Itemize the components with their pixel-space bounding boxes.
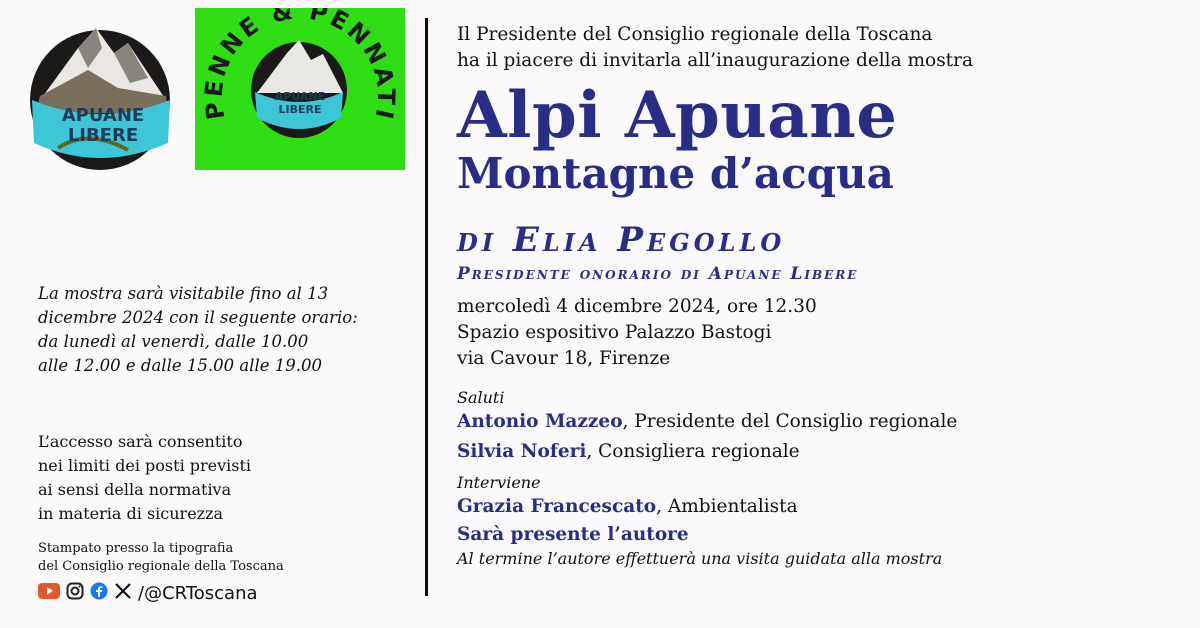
apuane-libere-text-line1: APUANE	[61, 105, 145, 126]
author-present: Sarà presente l’autore	[457, 524, 689, 545]
x-icon[interactable]	[114, 582, 132, 605]
speaker-role: , Ambientalista	[656, 496, 798, 517]
access-info-line: in materia di sicurezza	[38, 504, 224, 523]
event-date-time: mercoledì 4 dicembre 2024, ore 12.30	[457, 296, 817, 317]
vertical-divider	[425, 18, 428, 596]
closing-note: Al termine l’autore effettuerà una visita guidata alla mostra	[457, 549, 943, 568]
apuane-libere-logo-graphic	[18, 8, 188, 178]
visit-info-line: alle 12.00 e dalle 15.00 alle 19.00	[38, 356, 322, 375]
access-info-line: L’accesso sarà consentito	[38, 432, 243, 451]
greetings-label: Saluti	[457, 388, 505, 407]
speaker-role: , Presidente del Consiglio regionale	[622, 411, 958, 432]
exhibition-subtitle: Montagne d’acqua	[457, 149, 894, 198]
speaker-greeting	[457, 407, 1177, 437]
penne-pennati-arc-text: PENNE & PENNATI	[199, 8, 401, 125]
author-role: Presidente onorario di Apuane Libere	[457, 264, 859, 284]
apuane-libere-text-line2: LIBERE	[67, 125, 139, 146]
speaker-name: Silvia Noferi	[457, 441, 587, 462]
exhibition-title: Alpi Apuane	[457, 78, 898, 153]
visit-info-line: da lunedì al venerdì, dalle 10.00	[38, 332, 309, 351]
event-address: via Cavour 18, Firenze	[457, 348, 671, 369]
event-venue: Spazio espositivo Palazzo Bastogi	[457, 322, 772, 343]
speaker-greeting	[457, 437, 1177, 467]
invitation-body	[457, 22, 1177, 568]
printed-by-line: del Consiglio regionale della Toscana	[38, 559, 284, 574]
social-links	[38, 582, 258, 604]
social-handle[interactable]: /@CRToscana	[138, 582, 258, 604]
instagram-icon[interactable]	[66, 582, 84, 605]
penne-pennati-logo-graphic	[195, 8, 405, 170]
access-info-line: nei limiti dei posti previsti	[38, 456, 252, 475]
speaker-name: Antonio Mazzeo	[457, 411, 623, 432]
penne-pennati-inner-line2: LIBERE	[278, 103, 322, 116]
speaker-intervenes	[457, 492, 1177, 522]
intro-line-1: Il Presidente del Consiglio regionale della Toscana	[457, 24, 933, 45]
visit-info-line: dicembre 2024 con il seguente orario:	[38, 308, 358, 327]
speaker-name: Grazia Francescato	[457, 496, 657, 517]
facebook-icon[interactable]	[90, 582, 108, 605]
intervenes-label: Interviene	[457, 473, 541, 492]
apuane-libere-logo	[18, 8, 188, 178]
visit-info	[38, 282, 358, 378]
exhibition-author: di Elia Pegollo	[457, 220, 786, 260]
penne-pennati-logo	[195, 8, 405, 170]
access-info	[38, 430, 251, 526]
access-info-line: ai sensi della normativa	[38, 480, 232, 499]
printed-by-line: Stampato presso la tipografia	[38, 541, 234, 556]
visit-info-line: La mostra sarà visitabile fino al 13	[38, 284, 329, 303]
printed-by	[38, 540, 284, 576]
speaker-role: , Consigliera regionale	[586, 441, 800, 462]
intro-line-2: ha il piacere di invitarla all’inaugurazione della mostra	[457, 50, 973, 71]
youtube-icon[interactable]	[38, 583, 60, 604]
penne-pennati-inner-line1: APUANE	[274, 90, 326, 103]
